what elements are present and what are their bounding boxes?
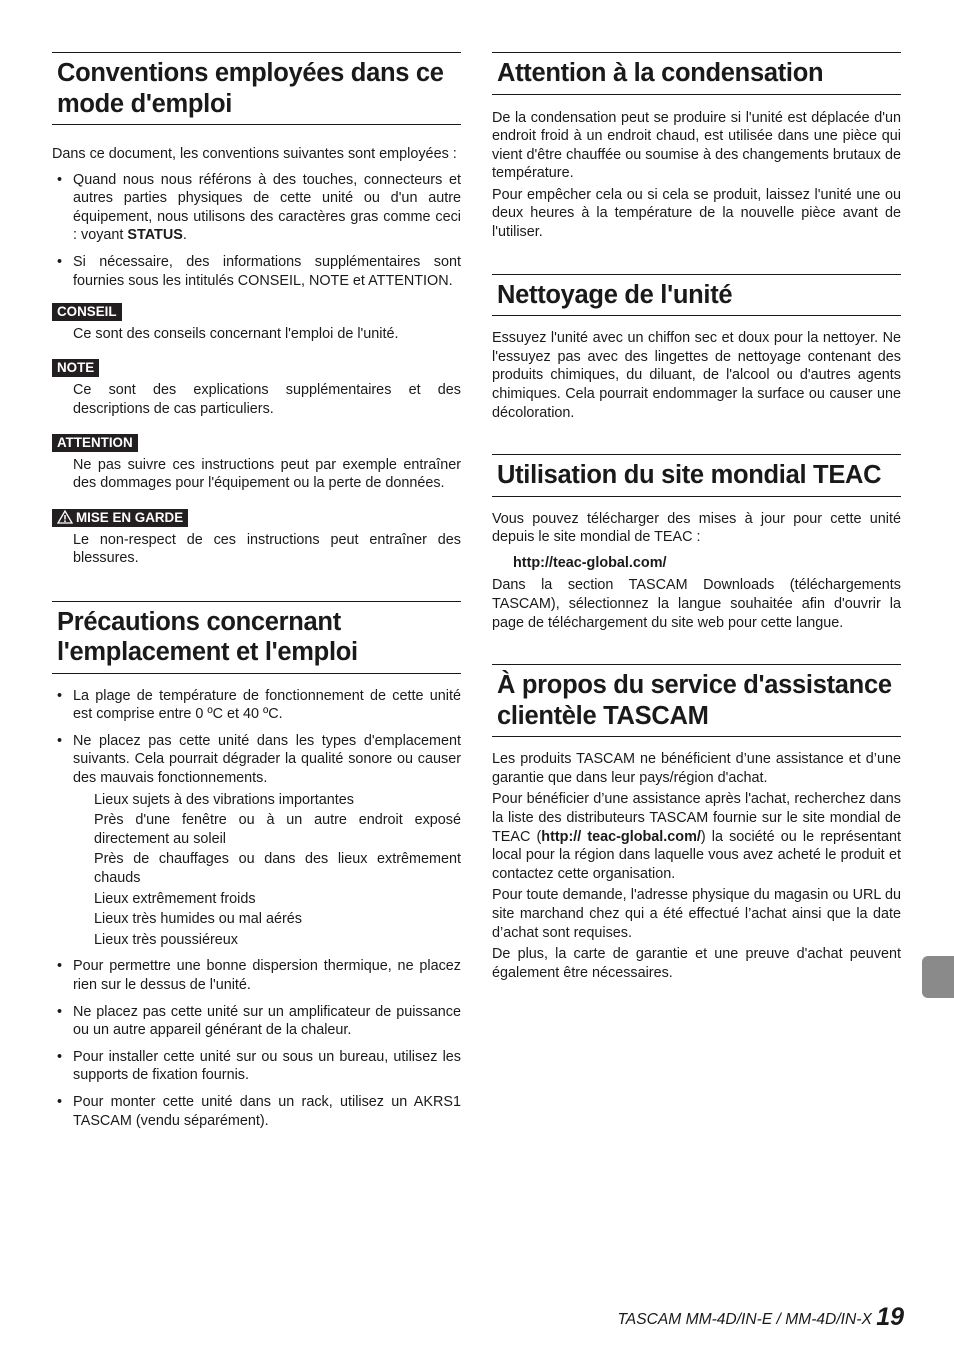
conventions-intro: Dans ce document, les conventions suivantes sont employées : [52, 146, 457, 162]
condensation-p1: De la condensation peut se produire si l'unité est déplacée d'un endroit froid à un endroit chaud, est utilisée dans une pièce qui vient d'être chauffée ou soumise à des changements brutaux de température. [492, 109, 901, 182]
teac-url[interactable]: http://teac-global.com/ [513, 554, 667, 571]
precautions-list [52, 687, 461, 1130]
support-p2: Pour bénéficier d’une assistance après l'achat, recherchez dans la liste des distributeurs TASCAM fournie sur le site mondial de TEAC (http:// teac-global.com/) la société ou le représentant local pour la région dans laquelle vous avez acheté le produit et contactez cette organisation. [492, 791, 901, 882]
heading-precautions: Précautions concernant l'emplacement et l'emploi [52, 601, 461, 674]
warning-triangle-icon [57, 510, 73, 524]
condensation-p2: Pour empêcher cela ou si cela se produit, laissez l'unité une ou deux heures à la température de la nouvelle pièce avant de l'utiliser. [492, 186, 901, 241]
location-item: Lieux sujets à des vibrations importantes [94, 791, 354, 808]
list-item: • Si nécessaire, des informations supplémentaires sont fournies sous les intitulés CONSEIL, NOTE et ATTENTION. [57, 253, 461, 289]
list-item: • Quand nous nous référons à des touches, connecteurs et autres parties physiques de cette unité ou d'un autre équipement, nous utilisons des caractères gras comme ceci : voyant STATUS. [57, 171, 461, 244]
bullet-icon: • [57, 1048, 63, 1065]
page-number: 19 [876, 1303, 904, 1331]
heading-conventions: Conventions employées dans ce mode d'emploi [52, 52, 461, 125]
list-item: • Ne placez pas cette unité sur un amplificateur de puissance ou un autre appareil générant de la chaleur. [57, 1003, 461, 1039]
footer-model: TASCAM MM-4D/IN-E / MM-4D/IN-X [617, 1311, 872, 1328]
heading-teac: Utilisation du site mondial TEAC [492, 454, 901, 497]
chapter-tab [922, 956, 954, 998]
location-item: Près de chauffages ou dans des lieux extrêmement chauds [94, 851, 461, 887]
bullet-icon: • [57, 171, 63, 188]
teac-p1: Vous pouvez télécharger des mises à jour pour cette unité depuis le site mondial de TEAC : [492, 510, 901, 546]
attention-label: ATTENTION [52, 434, 138, 452]
bullet-icon: • [57, 732, 63, 749]
left-column [52, 52, 461, 1130]
location-item: Lieux très humides ou mal aérés [94, 911, 302, 928]
teac-p2: Dans la section TASCAM Downloads (téléchargements TASCAM), sélectionnez la langue souhaitée afin d'ouvrir la page de téléchargement du site web pour cette langue. [492, 577, 901, 631]
list-item: • Pour installer cette unité sur ou sous un bureau, utilisez les supports de fixation fournis. [57, 1048, 461, 1084]
nettoyage-p1: Essuyez l'unité avec un chiffon sec et doux pour la nettoyer. Ne l'essuyez pas avec des lingettes de nettoyage contenant des produits chimiques, du diluant, de l'alcool ou d'autres agents chimiques. Cela pourrait endommager la surface ou causer une décoloration. [492, 330, 901, 421]
location-item: Près d'une fenêtre ou à un autre endroit exposé directement au soleil [94, 812, 461, 847]
support-p1: Les produits TASCAM ne bénéficient d’une assistance et d’une garantie que dans leur pays/région d'achat. [492, 751, 901, 786]
list-item: • La plage de température de fonctionnement de cette unité est comprise entre 0 ºC et 40 ºC. [57, 687, 461, 723]
mise-en-garde-label: MISE EN GARDE [52, 509, 188, 527]
note-text: Ce sont des explications supplémentaires et des descriptions de cas particuliers. [73, 381, 461, 417]
list-item: • Pour monter cette unité dans un rack, utilisez un AKRS1 TASCAM (vendu séparément). [57, 1093, 461, 1129]
conventions-list [52, 171, 461, 291]
list-item: • Pour permettre une bonne dispersion thermique, ne placez rien sur le dessus de l'unité. [57, 958, 461, 993]
conseil-label: CONSEIL [52, 303, 122, 321]
location-item: Lieux extrêmement froids [94, 890, 256, 907]
attention-text: Ne pas suivre ces instructions peut par exemple entraîner des dommages pour l'équipement ou la perte de données. [73, 456, 461, 492]
bullet-icon: • [57, 687, 63, 704]
conseil-text: Ce sont des conseils concernant l'emploi de l'unité. [73, 325, 399, 342]
bullet-icon: • [57, 958, 63, 975]
page-footer [582, 1303, 904, 1334]
heading-condensation: Attention à la condensation [492, 52, 901, 95]
heading-support: À propos du service d'assistance clientèle TASCAM [492, 664, 901, 737]
bullet-icon: • [57, 1003, 63, 1020]
bullet-icon: • [57, 253, 63, 270]
bullet-icon: • [57, 1093, 63, 1110]
support-p4: De plus, la carte de garantie et une preuve d'achat peuvent également être nécessaires. [492, 946, 901, 981]
support-url[interactable]: http:// teac-global.com/ [541, 828, 701, 845]
right-column [492, 52, 901, 982]
support-p3: Pour toute demande, l'adresse physique du magasin ou URL du site marchand chez qui a été effectué l’achat ainsi que la date d’achat sont requises. [492, 887, 901, 941]
note-label: NOTE [52, 359, 99, 377]
status-example: STATUS [127, 227, 183, 244]
list-item: • Ne placez pas cette unité dans les types d'emplacement suivants. Cela pourrait dégrader la qualité sonore ou causer des mauvais fonctionnements. Lieux sujets à des vibrations importantes Près d'une fenêtre ou à un autre endroit exposé directement au soleil Près de chauffages ou dans des lieux extrêmement chauds Lieux extrêmement froids Lieux très humides ou mal aérés Lieux très poussiéreux [57, 732, 461, 948]
mise-en-garde-text: Le non-respect de ces instructions peut entraîner des blessures. [73, 531, 461, 567]
location-item: Lieux très poussiéreux [94, 931, 238, 948]
heading-nettoyage: Nettoyage de l'unité [492, 274, 901, 317]
